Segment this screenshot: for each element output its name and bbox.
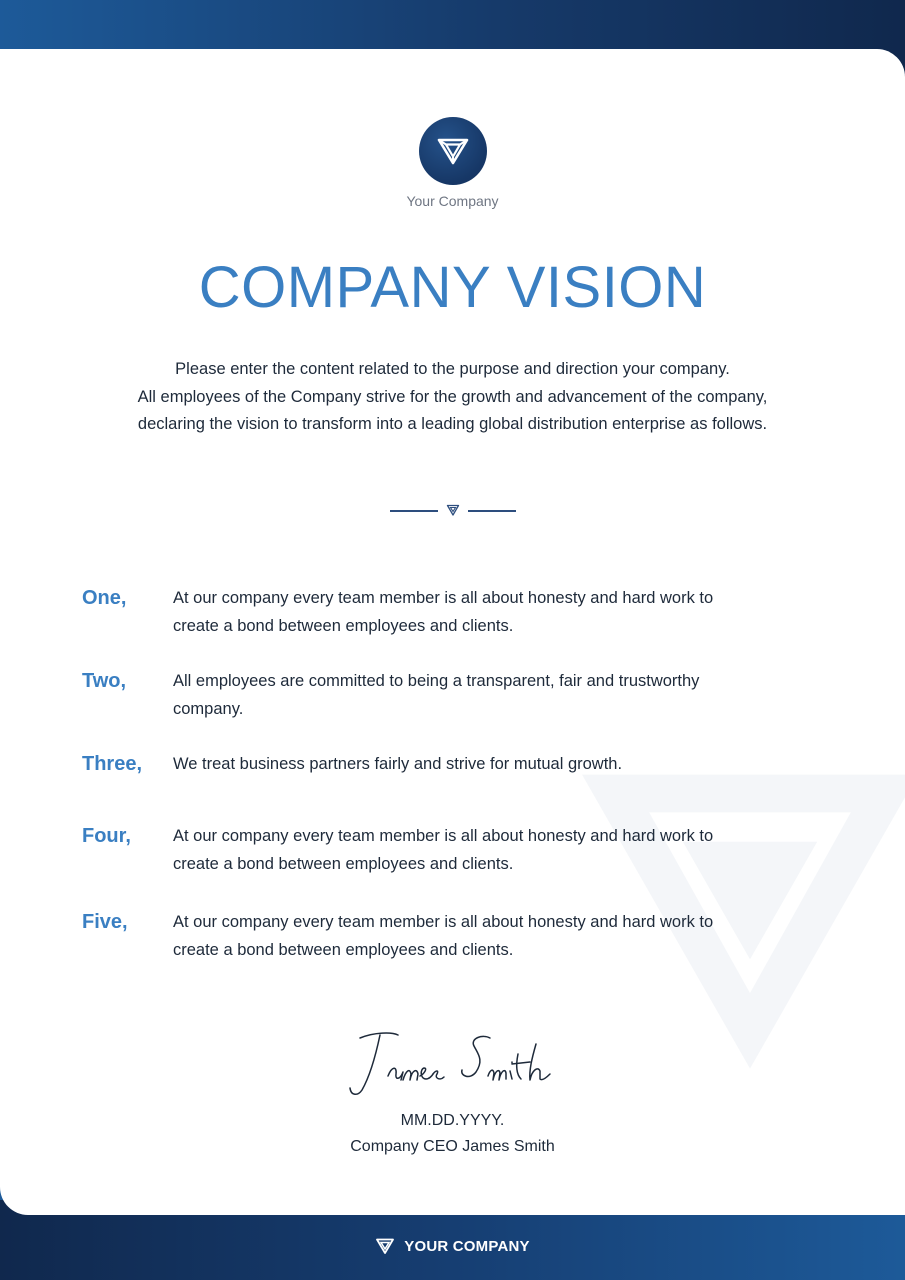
item-text [173,823,813,878]
divider-line [468,510,516,512]
company-name: Your Company [406,193,499,209]
intro-line: Please enter the content related to the purpose and direction your company. [175,360,730,378]
item-label: Five, [82,911,128,933]
triangle-logo-icon [375,1237,395,1255]
footer-company-name: YOUR COMPANY [404,1237,530,1255]
intro-line: All employees of the Company strive for the growth and advancement of the company, [137,387,768,406]
item-line: At our company every team member is all about honesty and hard work to [173,827,714,845]
intro-paragraph [0,356,905,439]
item-line: create a bond between employees and clients. [173,940,514,959]
item-label: Three, [82,753,143,775]
item-line: create a bond between employees and clients. [173,854,514,873]
page-title: COMPANY VISION [198,255,707,320]
item-line: At our company every team member is all about honesty and hard work to [173,913,714,931]
item-text [173,751,813,779]
item-text [173,668,813,723]
item-line: create a bond between employees and clients. [173,616,514,635]
item-line: At our company every team member is all about honesty and hard work to [173,589,714,607]
company-logo [419,117,487,185]
triangle-logo-icon [446,503,460,517]
item-text [173,585,813,640]
section-divider [390,503,516,517]
item-label: One, [82,587,127,609]
item-text [173,909,813,964]
document-sheet [0,49,905,1215]
signature [340,1024,570,1104]
item-line: All employees are committed to being a transparent, fair and trustworthy [173,672,700,690]
item-line: We treat business partners fairly and strive for mutual growth. [173,755,623,773]
signature-date: MM.DD.YYYY. [400,1112,505,1129]
divider-line [390,510,438,512]
item-line: company. [173,699,244,718]
signer-title: Company CEO James Smith [350,1138,555,1155]
item-label: Two, [82,670,127,692]
footer [0,1236,905,1256]
triangle-logo-icon [436,136,470,166]
intro-line: declaring the vision to transform into a leading global distribution enterprise as follows. [137,415,768,433]
item-label: Four, [82,825,131,847]
